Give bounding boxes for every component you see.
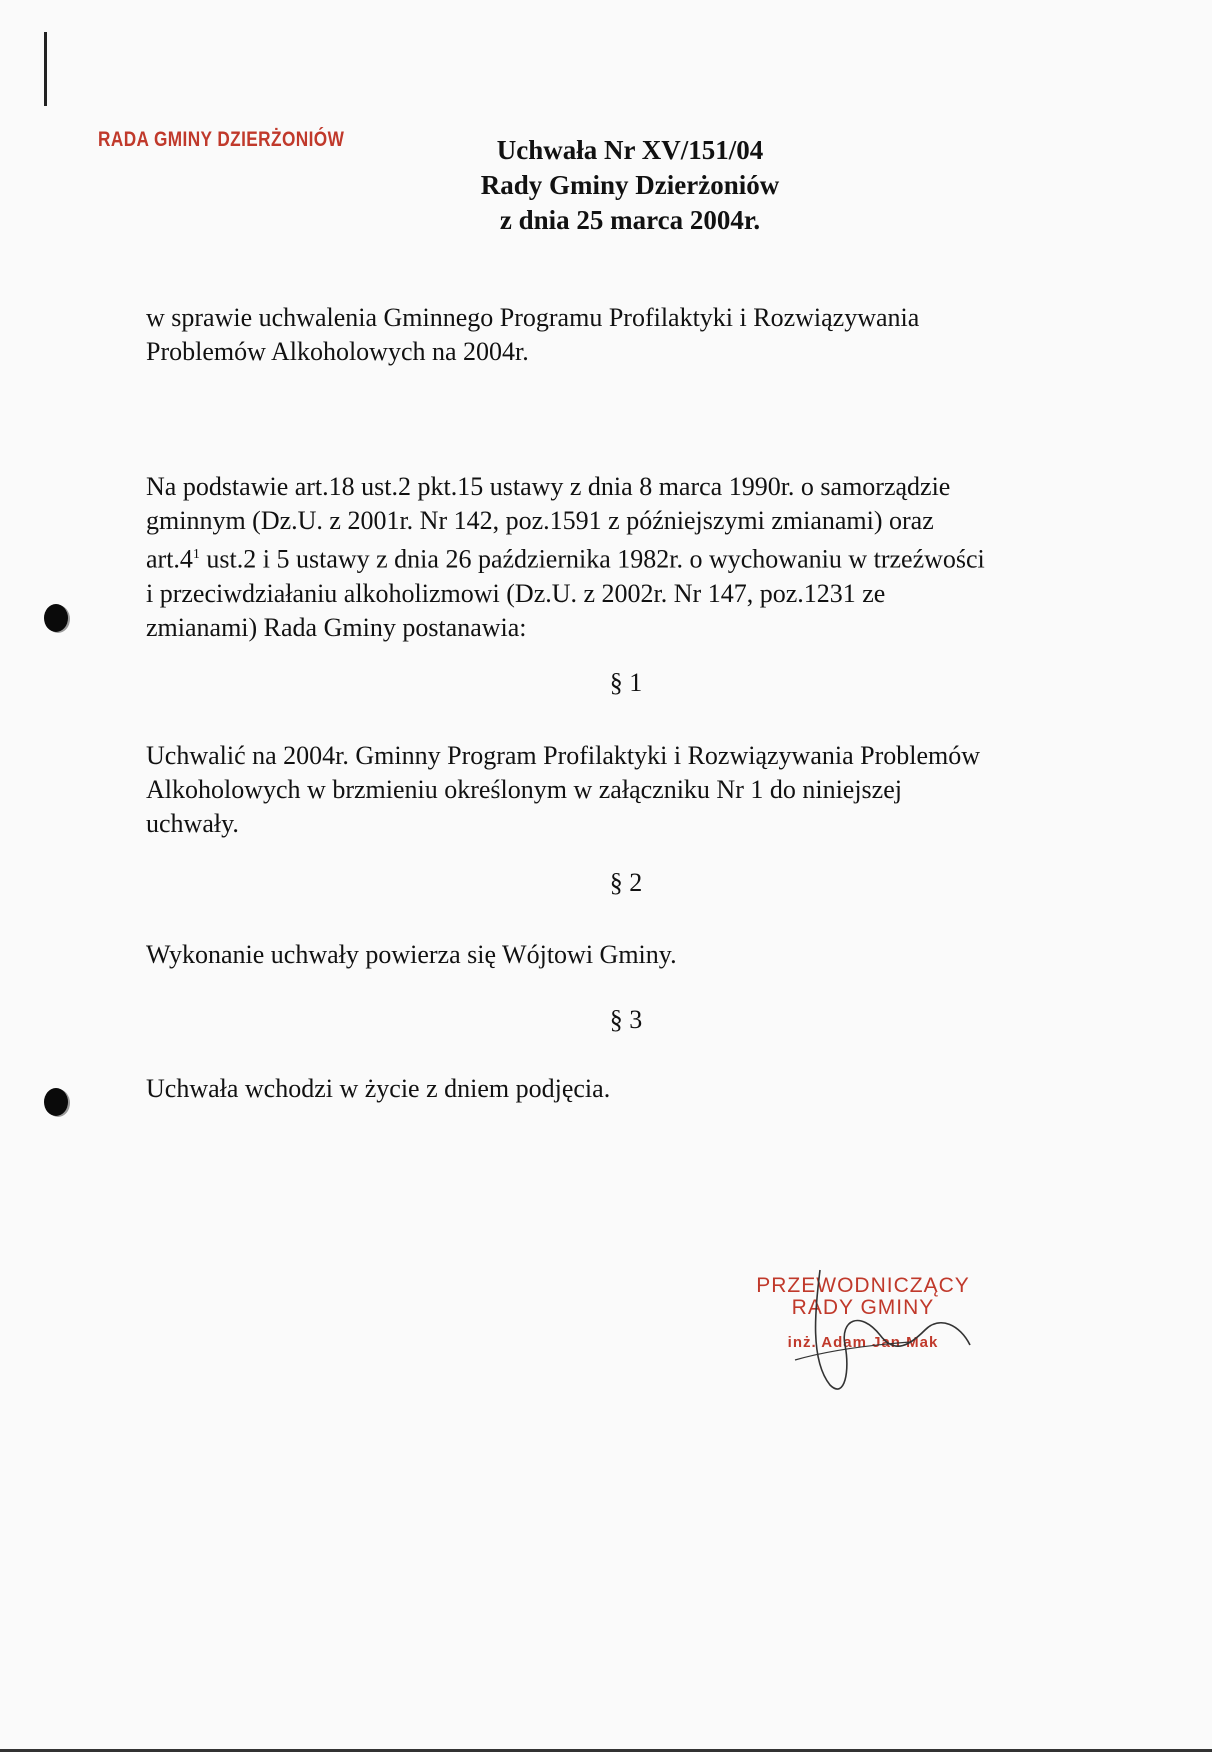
basis-line: [146, 538, 1106, 577]
resolution-header: [420, 133, 840, 238]
chairman-title: PRZEWODNICZĄCY: [756, 1274, 970, 1297]
chairman-council: RADY GMINY: [791, 1296, 935, 1319]
section-line: uchwały.: [146, 809, 239, 838]
subject-line: Problemów Alkoholowych na 2004r.: [146, 337, 529, 366]
resolution-issuer: Rady Gminy Dzierżoniów: [480, 170, 780, 200]
council-stamp: RADA GMINY DZIERŻONIÓW: [98, 128, 345, 151]
basis-line: Na podstawie art.18 ust.2 pkt.15 ustawy z dnia 8 marca 1990r. o samorządzie: [146, 472, 951, 501]
margin-tick-mark: [44, 32, 47, 106]
chairman-name: inż. Adam Jan Mak: [787, 1334, 939, 1351]
section-3-mark: § 3: [609, 1005, 643, 1034]
section-line: Alkoholowych w brzmieniu określonym w załączniku Nr 1 do niniejszej: [146, 775, 902, 804]
section-3-text: [146, 1072, 1106, 1106]
basis-line: gminnym (Dz.U. z 2001r. Nr 142, poz.1591 z późniejszymi zmianami) oraz: [146, 506, 934, 535]
section-line: Uchwała wchodzi w życie z dniem podjęcia.: [146, 1074, 611, 1103]
section-1-text: [146, 739, 1106, 841]
basis-article-rest: ust.2 i 5 ustawy z dnia 26 października 1982r. o wychowaniu w trzeźwości: [199, 544, 985, 574]
section-1-mark: § 1: [609, 668, 643, 697]
section-line: Uchwalić na 2004r. Gminny Program Profilaktyki i Rozwiązywania Problemów: [146, 741, 981, 770]
basis-superscript: 1: [192, 547, 200, 562]
resolution-number: Uchwała Nr XV/151/04: [496, 135, 764, 165]
resolution-subject: [146, 301, 1106, 369]
section-2-mark: § 2: [609, 868, 643, 897]
punch-hole-bottom: [44, 1088, 68, 1116]
subject-line: w sprawie uchwalenia Gminnego Programu Profilaktyki i Rozwiązywania: [146, 303, 920, 332]
basis-line: i przeciwdziałaniu alkoholizmowi (Dz.U. z 2002r. Nr 147, poz.1231 ze: [146, 578, 886, 608]
basis-line: zmianami) Rada Gminy postanawia:: [146, 612, 527, 642]
handwritten-signature: [790, 1250, 980, 1400]
legal-basis: [146, 470, 1106, 645]
resolution-date: z dnia 25 marca 2004r.: [499, 205, 761, 235]
basis-article: art.4: [146, 544, 193, 574]
section-2-text: [146, 938, 1106, 972]
section-line: Wykonanie uchwały powierza się Wójtowi Gminy.: [146, 940, 677, 969]
punch-hole-top: [44, 604, 68, 632]
